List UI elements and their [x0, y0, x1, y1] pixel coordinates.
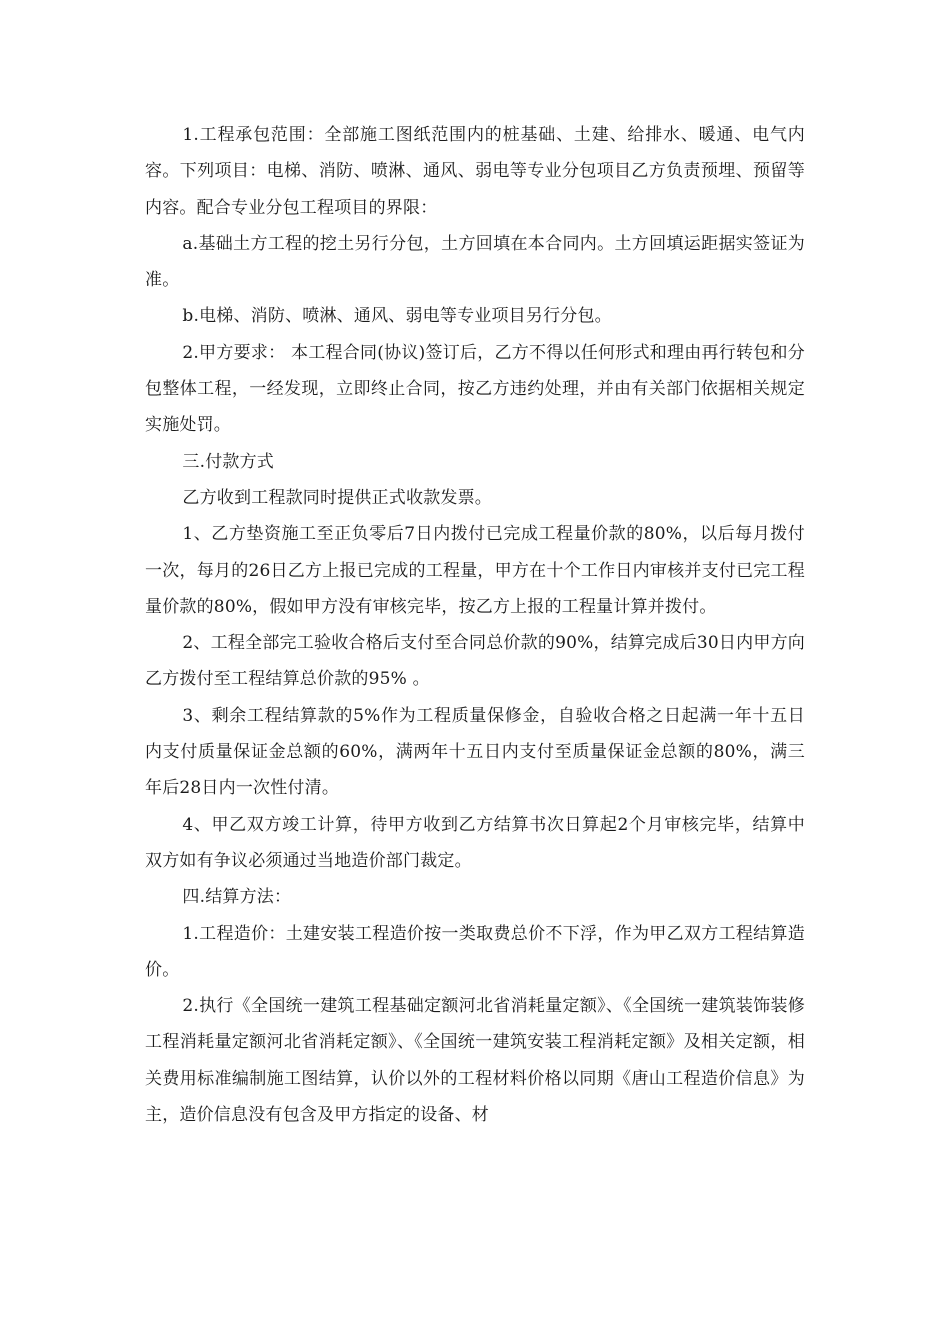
section-heading-payment: 三.付款方式: [182, 451, 274, 472]
document-body: [145, 117, 805, 1133]
paragraph-settlement-1: 1.工程造价：土建安装工程造价按一类取费总价不下浮，作为甲乙双方工程结算造价。: [145, 923, 805, 980]
paragraph-payment-4: 4、甲乙双方竣工计算，待甲方收到乙方结算书次日算起2个月审核完毕，结算中双方如有争议必须通过当地造价部门裁定。: [145, 814, 805, 871]
paragraph-party-a-requirements: 2.甲方要求： 本工程合同(协议)签订后，乙方不得以任何形式和理由再行转包和分包整体工程，一经发现，立即终止合同，按乙方违约处理，并由有关部门依据相关规定实施处罚。: [145, 342, 805, 436]
paragraph-invoice: 乙方收到工程款同时提供正式收款发票。: [182, 487, 492, 508]
paragraph-scope-b: b.电梯、消防、喷淋、通风、弱电等专业项目另行分包。: [182, 306, 612, 327]
paragraph-payment-1: 1、乙方垫资施工至正负零后7日内拨付已完成工程量价款的80%，以后每月拨付一次，每月的26日乙方上报已完成的工程量，甲方在十个工作日内审核并支付已完工程量价款的80%，假如甲方没有审核完毕，按乙方上报的工程量计算并拨付。: [145, 524, 805, 617]
section-heading-settlement: 四.结算方法：: [182, 887, 292, 908]
paragraph-scope-a: a.基础土方工程的挖土另行分包，土方回填在本合同内。土方回填运距据实签证为准。: [145, 233, 805, 291]
paragraph-scope: 1.工程承包范围：全部施工图纸范围内的桩基础、土建、给排水、暖通、电气内容。下列项目：电梯、消防、喷淋、通风、弱电等专业分包项目乙方负责预埋、预留等内容。配合专业分包工程项目的界限：: [145, 125, 805, 218]
paragraph-payment-3: 3、剩余工程结算款的5%作为工程质量保修金，自验收合格之日起满一年十五日内支付质量保证金总额的60%，满两年十五日内支付至质量保证金总额的80%，满三年后28日内一次性付清。: [145, 705, 805, 799]
paragraph-settlement-2: 2.执行《全国统一建筑工程基础定额河北省消耗量定额》、《全国统一建筑装饰装修工程消耗量定额河北省消耗定额》、《全国统一建筑安装工程消耗定额》及相关定额，相关费用标准编制施工图结算，认价以外的工程材料价格以同期《唐山工程造价信息》为主，造价信息没有包含及甲方指定的设备、材: [145, 996, 805, 1126]
paragraph-payment-2: 2、工程全部完工验收合格后支付至合同总价款的90%，结算完成后30日内甲方向乙方拨付至工程结算总价款的95% 。: [145, 633, 805, 690]
